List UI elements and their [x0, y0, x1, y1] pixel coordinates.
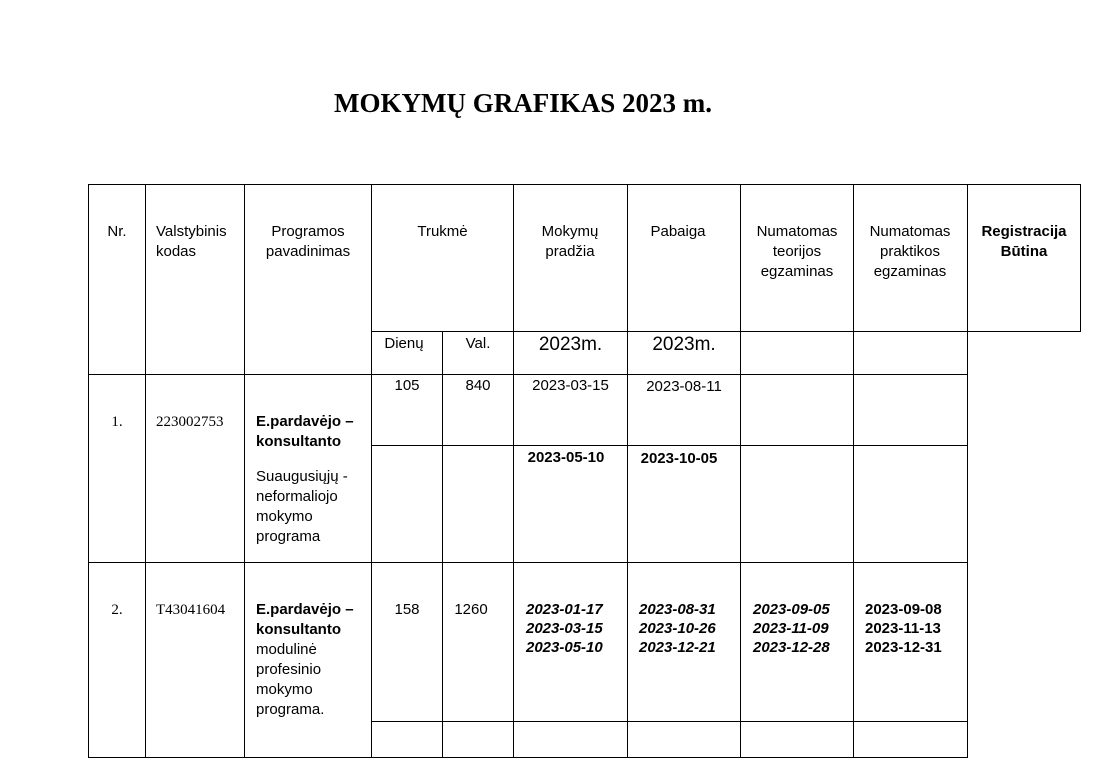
header-end: Pabaiga — [650, 223, 706, 240]
row2-theory-exam-date: 2023-12-28 — [753, 639, 830, 656]
table-border-top — [88, 184, 1081, 185]
header-hours: Val. — [465, 335, 491, 352]
row1-start-2: 2023-05-10 — [527, 449, 605, 466]
table-line-subheader — [371, 331, 1081, 332]
row2-end-date: 2023-08-31 — [639, 601, 716, 618]
row2-code: T43041604 — [156, 602, 226, 618]
col-line-theory — [740, 184, 741, 758]
col-line-registration — [967, 184, 968, 758]
row2-program-name: E.pardavėjo – konsultanto — [256, 601, 354, 638]
row2-program-type: modulinė profesinio mokymo programa. — [256, 641, 325, 718]
table-line-row1-mid — [371, 445, 968, 446]
header-nr: Nr. — [107, 223, 127, 240]
col-line-program — [244, 184, 245, 758]
page-title: MOKYMŲ GRAFIKAS 2023 m. — [334, 88, 712, 118]
row2-days: 158 — [394, 601, 420, 618]
header-days: Dienų — [384, 335, 424, 352]
table-border-right — [1080, 184, 1081, 332]
col-line-duration — [371, 184, 372, 758]
row1-days: 105 — [394, 377, 420, 394]
header-start-year: 2023m. — [538, 334, 603, 355]
header-code: Valstybinis kodas — [156, 223, 227, 260]
row2-nr: 2. — [111, 602, 123, 618]
row2-start-date: 2023-03-15 — [526, 620, 603, 637]
row2-practice-exam-date: 2023-11-13 — [865, 620, 941, 637]
row2-end-date: 2023-12-21 — [639, 639, 716, 656]
row2-hours: 1260 — [454, 601, 488, 618]
table-line-header-bottom — [88, 374, 968, 375]
row2-start-date: 2023-01-17 — [526, 601, 603, 618]
col-line-code — [145, 184, 146, 758]
row1-program-name: E.pardavėjo – konsultanto — [256, 413, 354, 450]
header-end-year: 2023m. — [652, 334, 716, 355]
row2-practice-exam-date: 2023-09-08 — [865, 601, 942, 618]
row1-program-type: Suaugusiųjų - neformaliojo mokymo programa — [256, 468, 348, 545]
row1-nr: 1. — [111, 414, 123, 430]
row1-end-2: 2023-10-05 — [640, 450, 718, 467]
header-registration: Registracija Būtina — [981, 223, 1067, 260]
table-border-bottom — [88, 757, 968, 758]
table-border-left — [88, 184, 89, 758]
table-line-row1-bottom — [88, 562, 968, 563]
row2-theory-exam-date: 2023-09-05 — [753, 601, 830, 618]
header-practice-exam: Numatomas praktikos egzaminas — [869, 223, 951, 280]
col-line-end — [627, 184, 628, 758]
row2-theory-exam-date: 2023-11-09 — [753, 620, 829, 637]
header-start: Mokymų pradžia — [541, 223, 599, 260]
row1-start-1: 2023-03-15 — [532, 377, 609, 394]
col-line-start — [513, 184, 514, 758]
row2-start-date: 2023-05-10 — [526, 639, 603, 656]
row2-practice-exam-date: 2023-12-31 — [865, 639, 942, 656]
row1-hours: 840 — [465, 377, 491, 394]
col-line-practice — [853, 184, 854, 758]
header-duration: Trukmė — [417, 223, 468, 240]
row1-end-1: 2023-08-11 — [646, 378, 722, 395]
header-program: Programos pavadinimas — [265, 223, 351, 260]
row2-end-date: 2023-10-26 — [639, 620, 716, 637]
row1-code: 223002753 — [156, 414, 224, 430]
table-line-row2-mid — [371, 721, 968, 722]
header-theory-exam: Numatomas teorijos egzaminas — [756, 223, 838, 280]
